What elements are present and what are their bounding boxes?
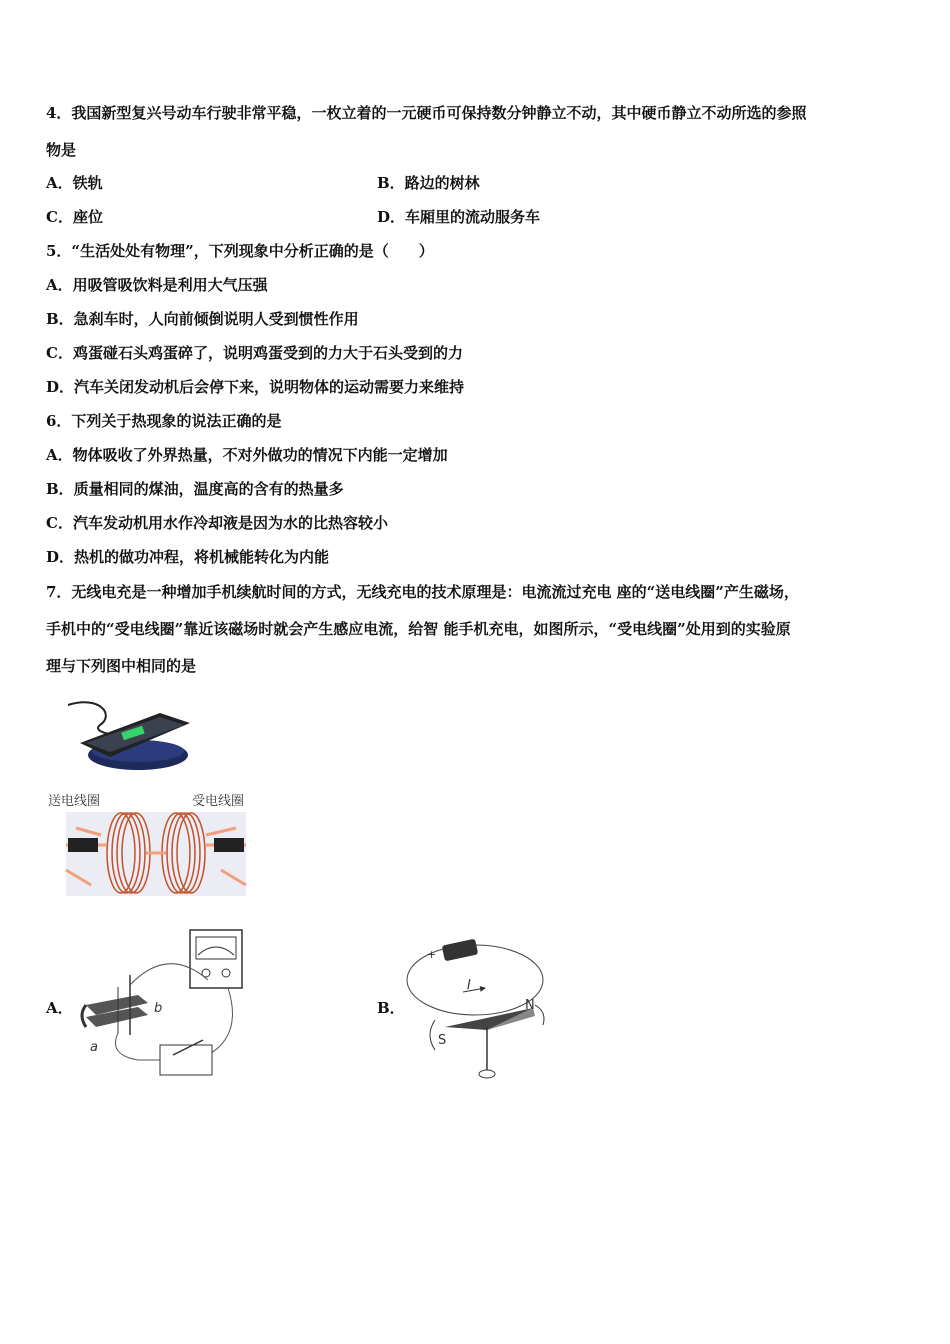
q4-stem-line1: 4．我国新型复兴号动车行驶非常平稳，一枚立着的一元硬币可保持数分钟静立不动，其中硬币静立不动所选的参照 (46, 104, 807, 122)
q6-option-b: B．质量相同的煤油，温度高的含有的热量多 (46, 480, 344, 498)
q7-stem-line2: 手机中的“受电线圈”靠近该磁场时就会产生感应电流，给智 能手机充电，如图所示，“受电线圈”处用到的实验原 (46, 620, 791, 638)
q4-option-b: B．路边的树林 (377, 174, 480, 192)
coil-diagram-figure (46, 790, 256, 898)
fig-b-label-n: N (525, 998, 535, 1013)
q5-stem: 5．“生活处处有物理”，下列现象中分析正确的是（ ） (46, 242, 434, 260)
q4-option-a: A．铁轨 (46, 174, 103, 192)
option-a-generator-figure (78, 925, 248, 1080)
fig-b-label-s: S (438, 1033, 447, 1048)
q7-stem-line1: 7．无线电充是一种增加手机续航时间的方式，无线充电的技术原理是：电流流过充电 座的“送电线圈”产生磁场， (46, 583, 799, 601)
q5-option-c: C．鸡蛋碰石头鸡蛋碎了，说明鸡蛋受到的力大于石头受到的力 (46, 344, 463, 362)
send-coil-label: 送电线圈 (48, 794, 101, 809)
q5-option-b: B．急刹车时，人向前倾倒说明人受到惯性作用 (46, 310, 359, 328)
option-b-oersted-figure (405, 930, 565, 1085)
q6-option-c: C．汽车发动机用水作冷却液是因为水的比热容较小 (46, 514, 388, 532)
q4-stem-line2: 物是 (46, 141, 77, 159)
wireless-charger-phone-figure (60, 695, 200, 780)
q6-stem: 6．下列关于热现象的说法正确的是 (46, 412, 282, 430)
q6-option-a: A．物体吸收了外界热量，不对外做功的情况下内能一定增加 (46, 446, 448, 464)
q7-option-b: B． (377, 999, 405, 1017)
q4-option-c: C．座位 (46, 208, 103, 226)
fig-a-label-a: a (90, 1040, 98, 1055)
fig-b-label-i: I (467, 978, 471, 993)
q5-option-d: D．汽车关闭发动机后会停下来，说明物体的运动需要力来维持 (46, 378, 465, 396)
fig-a-label-b: b (154, 1001, 163, 1016)
receive-coil-label: 受电线圈 (192, 794, 245, 809)
q6-option-d: D．热机的做功冲程，将机械能转化为内能 (46, 548, 330, 566)
q7-option-a: A． (46, 999, 73, 1017)
q7-stem-line3: 理与下列图中相同的是 (46, 657, 197, 675)
q4-option-d: D．车厢里的流动服务车 (377, 208, 541, 226)
svg-text:+: + (427, 948, 437, 961)
q5-option-a: A．用吸管吸饮料是利用大气压强 (46, 276, 268, 294)
